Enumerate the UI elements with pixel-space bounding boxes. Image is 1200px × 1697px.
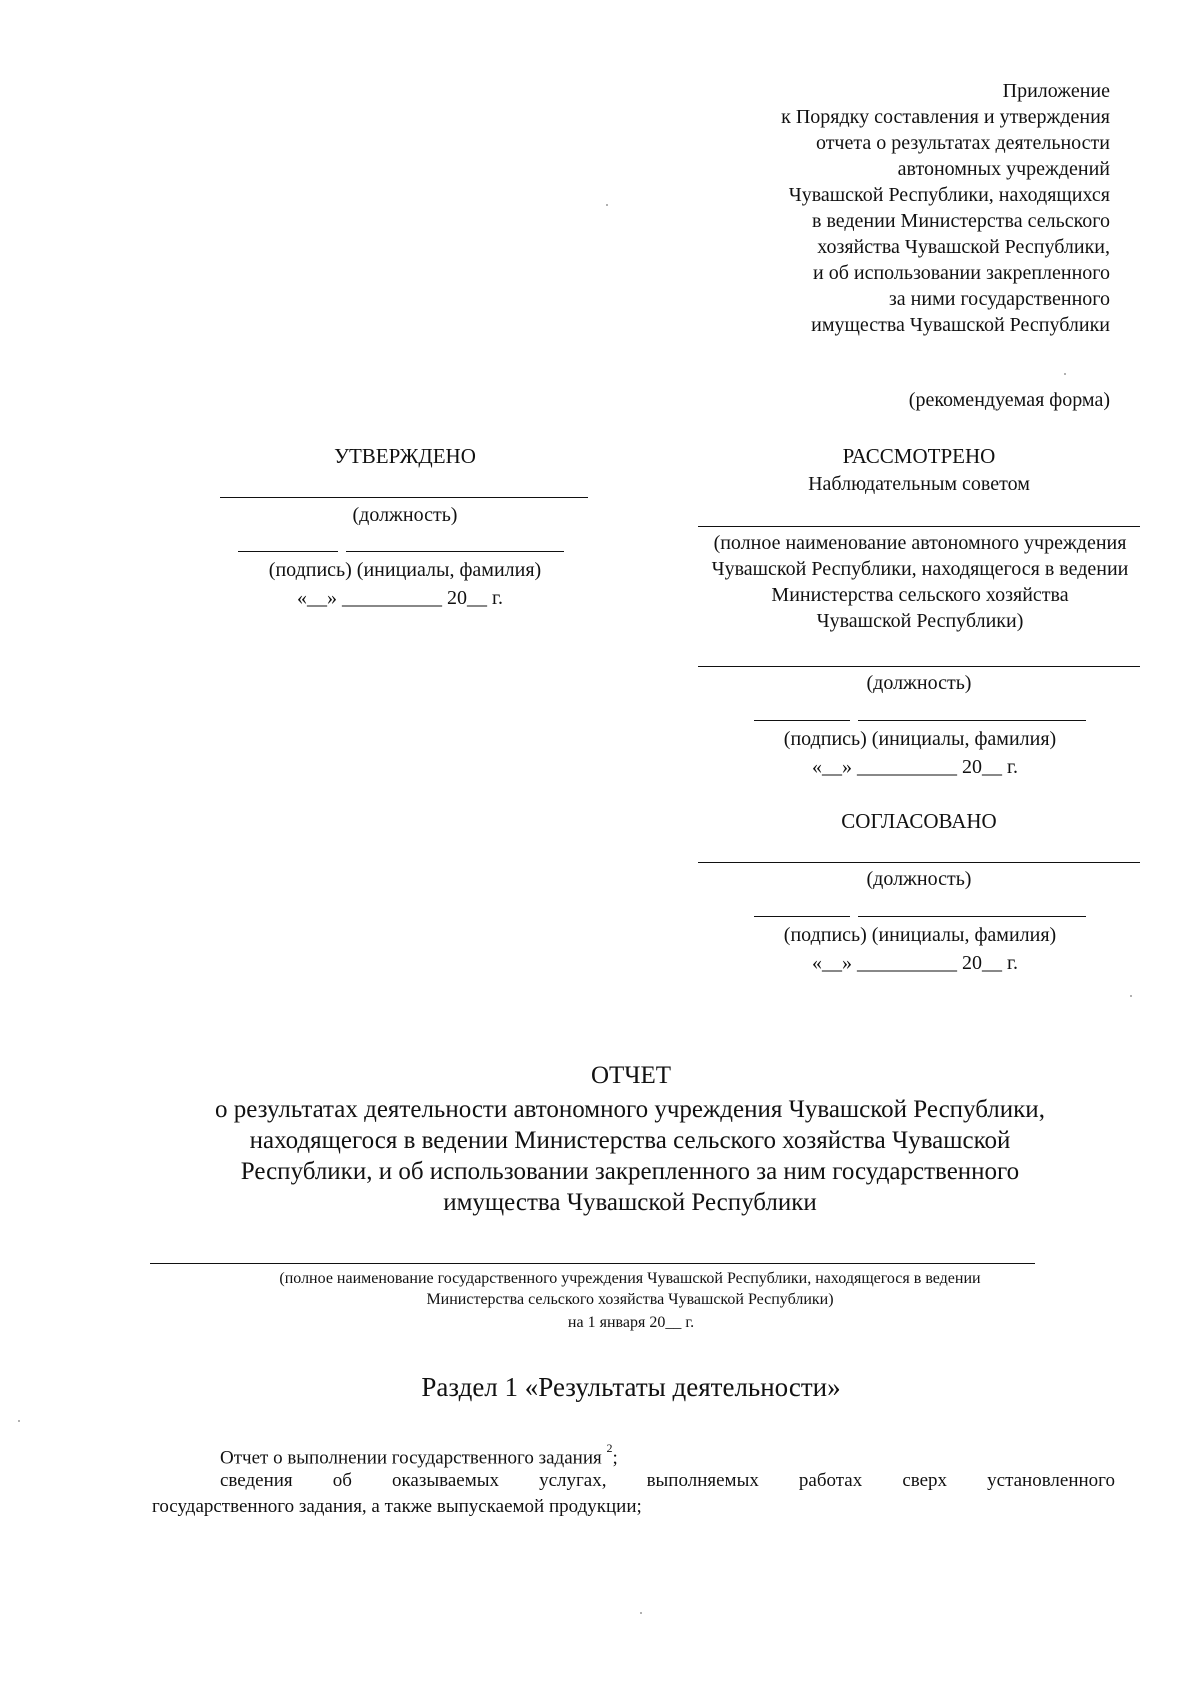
annex-line: отчета о результатах деятельности — [815, 132, 1110, 154]
agreed-position-label: (должность) — [866, 868, 972, 890]
approved-heading: УТВЕРЖДЕНО — [334, 444, 476, 468]
annex-line: хозяйства Чувашской Республики, — [817, 236, 1110, 258]
section-item-2-text: сведения об оказываемых услугах, выполняемых работах сверх установленного — [220, 1470, 1115, 1491]
scan-speck — [18, 1420, 20, 1422]
approved-position-line — [220, 497, 588, 498]
reviewed-subheading: Наблюдательным советом — [808, 473, 1030, 495]
reviewed-signature-label: (подпись) (инициалы, фамилия) — [783, 728, 1057, 750]
reviewed-signature-line — [754, 720, 850, 721]
section-item-2-line2: государственного задания, а также выпускаемой продукции; — [152, 1496, 642, 1517]
institution-label-line: Министерства сельского хозяйства Чувашской Республики) — [426, 1291, 834, 1308]
annex-block — [510, 78, 1110, 338]
section-item-1-text: Отчет о выполнении государственного задания — [220, 1447, 602, 1469]
reviewed-org-label-line: Чувашской Республики) — [816, 610, 1024, 632]
approved-signature-line — [238, 551, 338, 552]
scan-speck — [606, 204, 608, 206]
agreed-date: «__» __________ 20__ г. — [812, 952, 1018, 974]
reviewed-heading: РАССМОТРЕНО — [842, 444, 996, 468]
section-item-1 — [220, 1440, 618, 1470]
scan-speck — [1064, 373, 1066, 375]
reviewed-org-label-line: (полное наименование автономного учреждения — [713, 532, 1127, 554]
annex-line: Чувашской Республики, находящихся — [788, 184, 1110, 206]
report-subtitle-line: о результатах деятельности автономного учреждения Чувашской Республики, — [215, 1096, 1045, 1123]
agreed-position-line — [698, 862, 1140, 863]
agreed-name-line — [858, 916, 1086, 917]
reviewed-date: «__» __________ 20__ г. — [812, 756, 1018, 778]
report-title: ОТЧЕТ — [590, 1062, 672, 1089]
form-note: (рекомендуемая форма) — [908, 389, 1110, 411]
scan-speck — [640, 1612, 642, 1614]
institution-line — [150, 1263, 1035, 1264]
annex-line: Приложение — [1002, 80, 1110, 102]
approved-name-line — [346, 551, 564, 552]
institution-label — [100, 1268, 1160, 1310]
approved-date: «__» __________ 20__ г. — [297, 587, 503, 609]
reviewed-name-line — [858, 720, 1086, 721]
reviewed-org-line — [698, 526, 1140, 527]
annex-line: и об использовании закрепленного — [813, 262, 1110, 284]
annex-line: к Порядку составления и утверждения — [781, 106, 1110, 128]
report-subtitle-line: находящегося в ведении Министерства сельского хозяйства Чувашской — [249, 1127, 1011, 1154]
reviewed-position-label: (должность) — [866, 672, 972, 694]
section-item-1-tail: ; — [612, 1447, 618, 1469]
footnote-marker: 2 — [606, 1441, 613, 1455]
institution-label-line: (полное наименование государственного учреждения Чувашской Республики, находящегося в ведении — [279, 1270, 981, 1287]
reviewed-position-line — [698, 666, 1140, 667]
report-subtitle — [100, 1094, 1160, 1218]
reviewed-org-label-line: Чувашской Республики, находящегося в ведении — [711, 558, 1129, 580]
report-subtitle-line: Республики, и об использовании закрепленного за ним государственного — [240, 1158, 1020, 1185]
approved-position-label: (должность) — [352, 504, 458, 526]
scan-speck — [1130, 995, 1132, 997]
annex-line: в ведении Министерства сельского — [812, 210, 1110, 232]
annex-line: за ними государственного — [888, 288, 1110, 310]
section-title: Раздел 1 «Результаты деятельности» — [421, 1372, 841, 1402]
reviewed-org-label-line: Министерства сельского хозяйства — [771, 584, 1069, 606]
approved-signature-label: (подпись) (инициалы, фамилия) — [268, 559, 542, 581]
annex-line: автономных учреждений — [897, 158, 1110, 180]
agreed-signature-label: (подпись) (инициалы, фамилия) — [783, 924, 1057, 946]
reviewed-org-label — [660, 530, 1180, 634]
agreed-signature-line — [754, 916, 850, 917]
report-subtitle-line: имущества Чувашской Республики — [443, 1189, 817, 1216]
agreed-heading: СОГЛАСОВАНО — [841, 809, 997, 833]
annex-line: имущества Чувашской Республики — [811, 314, 1110, 336]
section-item-2-line1 — [220, 1468, 1115, 1493]
report-as-of: на 1 января 20__ г. — [567, 1314, 695, 1331]
